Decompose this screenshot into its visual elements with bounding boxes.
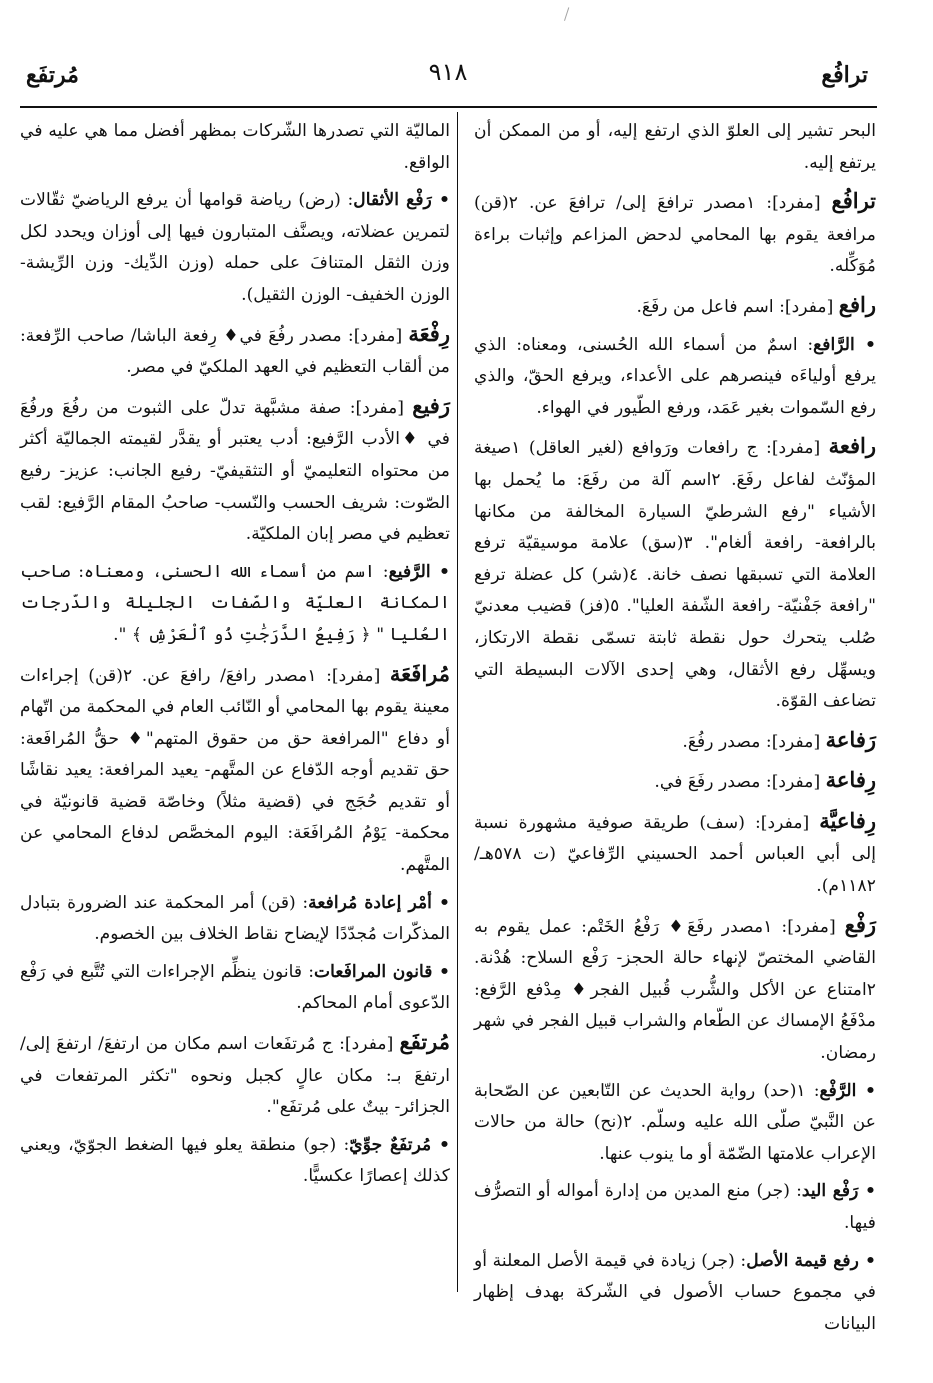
headword: مُرتفَع xyxy=(399,1029,450,1055)
definition-text: [مفرد]: ج رافعات ورَوافع (لغير العاقل) ١صيغة المؤنّث لفاعل رفَعَ. ٢اسم آلة من رفَعَ: ما يُحمل بها الأشياء "رفع الشرطيّ السيارة المخالفة من مكانها بالرافعة- رافعة ألغام". ٣(سق) علامة موسيقيّة ترفع العلامة التي تسبقها نصف خانة. ٤(شر) كل عضلة ترفع "رافعة جَفْنيّة- رافعة الشّفة العليا". ٥(فز) قضيب معدنيّ صُلب يتحرك حول نقطة ثابتة تسمّى نقطة الارتكاز، ويسهِّل رفع الأثقال، وهي إحدى الآلات البسيطة التي تضاعف القوّة. xyxy=(474,438,876,712)
definition-text: [مفرد]: صفة مشبَّهة تدلّ على الثبوت من رفُعَ ورفُعَ في ♦الأدب الرَّفيع: أدب يعتبر أو يقدَّر لقيمته الجماليّة أكثر من محتواه التعليميّ أو التثقيفيّ- رفيع الجانب: عزيز- رفيع الصّوت: شريف الحسب والنّسب- صاحبُ المقام الرَّفيع: لقب تعظيم في مصر إبان الملكيّة. xyxy=(20,397,450,545)
sub-entry xyxy=(20,1130,450,1193)
headword: رِفاعيَّة xyxy=(819,807,876,833)
page-number: ٩١٨ xyxy=(428,58,468,86)
body-text: الماليّة التي تصدرها الشّركات بمظهر أفضل مما هي عليه في الواقع. xyxy=(20,121,450,173)
dictionary-entry xyxy=(474,724,876,759)
sub-headword: • أمْر إعادة مُرافعة xyxy=(308,892,451,913)
definition-text: [مفرد]: ج مُرتفَعات اسم مكان من ارتفعَ/ ارتفعَ إلى/ ارتفعَ بـ: مكان عالٍ كجبل ونحوه "تكثر المرتفعات في الجزائر- بيتٌ على مُرتفَع". xyxy=(20,1034,450,1118)
sub-headword: • الرَّفيع xyxy=(388,561,451,582)
headword: ترافُع xyxy=(831,188,876,214)
definition-text: [مفرد]: ١مصدر رافعَ/ رافعَ عن. ٢(قن) إجراءات معينة يقوم بها المحامي أو النّائب العام في المحكمة من اتّهام أو دفاع "المرافعة حق من حقوق المتهم"♦ حقُّ المُرافَعة: حق تقديم أوجه الدّفاع عن المتَّهم- يعيد المرافعة: يعيد نقاشًا أو تقديم حُجَج في (قضية مثلاً) وخاصّة قضية قانونيّة في محكمة- يَوْمُ المُرافَعَة: اليوم المخصَّص لدفاع المحامي عن المتَّهم. xyxy=(20,665,450,876)
dictionary-entry xyxy=(20,318,450,384)
definition-text: [مفرد]: (سف) طريقة صوفية مشهورة نسبة إلى أبي العباس أحمد الحسيني الرِّفاعيّ (ت ٥٧٨هـ/ ١١٨٢م). xyxy=(474,812,876,897)
headword: مُرافَعَة xyxy=(389,660,450,686)
headword: رَفاعة xyxy=(825,726,876,752)
continued-text xyxy=(20,116,450,179)
dictionary-entry xyxy=(474,430,876,717)
definition-text: : (رض) رياضة قوامها أن يرفع الرياضيّ ثقّالات لتمرين عضلاته، ويصنَّف المتبارون فيها إلى أوزان ويحدد لكل وزن الثقل المتنافَ على حمله (وزن الدِّيك- وزن الرِّيشة- الوزن الخفيف- الوزن الثقيل). xyxy=(20,190,450,305)
body-text: البحر تشير إلى العلوّ الذي ارتفع إليه، أو من الممكن أن يرتفع إليه. xyxy=(474,121,876,173)
left-column xyxy=(20,116,450,1199)
definition-text: : اسمٌ من أسماء الله الحُسنى، ومعناه: الذي يرفع أولياءَه فينصرهم على الأعداء، ويرفع الحقّ، والذي رفع السّموات بغير عَمَد، ورفع الطّيور في الهواء. xyxy=(474,334,876,418)
column-divider xyxy=(457,112,458,1292)
definition-text: : (جر) منع المدين من إدارة أمواله أو التصرُّف فيها. xyxy=(474,1181,876,1233)
definition-text: [مفرد]: مصدر رفُعَ. xyxy=(682,731,826,752)
sub-headword: • قانون المرافَعات xyxy=(313,961,450,982)
sub-entry xyxy=(20,557,450,652)
page-header xyxy=(20,58,876,102)
definition-text: : اسم من أسماء الله الحسنى، ومعناه: صاحب المكانة العليّة والصّفات الجليلة والدّرجات العُليا " ﴿ رَفِيعُ الدَّرَجَٰتِ ذُو ٱلْعَرْشِ ﴾ ". xyxy=(20,561,450,645)
right-column xyxy=(474,116,876,1346)
sub-headword: • الرَّفْع xyxy=(819,1080,876,1101)
dictionary-entry xyxy=(474,289,876,324)
dictionary-entry xyxy=(20,658,450,882)
dictionary-entry xyxy=(474,764,876,799)
sub-entry xyxy=(474,1076,876,1171)
dictionary-entry xyxy=(474,909,876,1070)
definition-text: [مفرد]: ١مصدر رفَعَ♦ رَفْعُ الخَتْم: عمل يقوم به القاضي المختصّ لإنهاء حالة الحجز- رَفْع السلاح: هُدْنة. ٢امتناع عن الأكل والشُّرب قُبيل الفجر♦ مِدْفع الرَّفع: مدْفَعُ الإمساك عن الطّعام والشراب قبيل الفجر في شهر رمضان. xyxy=(474,916,876,1064)
header-rule xyxy=(20,106,877,108)
sub-entry xyxy=(474,1246,876,1341)
headword: رَفْع xyxy=(844,911,876,937)
sub-entry xyxy=(474,1176,876,1239)
sub-headword: • رَفْع اليد xyxy=(801,1181,876,1202)
definition-text: [مفرد]: اسم فاعل من رفَعَ. xyxy=(636,296,839,317)
sub-entry xyxy=(474,330,876,425)
dictionary-entry xyxy=(20,390,450,551)
continued-text xyxy=(474,116,876,179)
dictionary-entry xyxy=(474,805,876,903)
definition-text: : قانون ينظِّم الإجراءات التي تُتَّبع في رَفْع الدّعوى أمام المحاكم. xyxy=(20,961,450,1014)
headword: رافع xyxy=(838,291,876,317)
header-guide-word-left: مُرتفَع xyxy=(26,62,79,88)
definition-text: [مفرد]: مصدر رفُعَ في♦ رِفعة الباشا/ صاحب الرِّفعة: من ألقاب التعظيم في العهد الملكيّ في مصر. xyxy=(20,325,450,378)
headword: رِفْعَة xyxy=(408,320,450,346)
definition-text: : (قن) أمر المحكمة عند الضرورة بتبادل المذكّرات مُجدّدًا لإيضاح نقاط الخلاف بين الخصوم. xyxy=(20,892,450,945)
definition-text: : (جو) منطقة يعلو فيها الضغط الجوّيّ، ويعني كذلك إعصارًا عكسيًّا. xyxy=(20,1134,450,1187)
definition-text: [مفرد]: ١مصدر ترافعَ إلى/ ترافعَ عن. ٢(قن) مرافعة يقوم بها المحامي لدحض المزاعم وإثبات براءة مُوَكِّله. xyxy=(474,193,876,277)
sub-headword: • الرَّافع xyxy=(813,334,876,355)
headword: رَفيع xyxy=(412,392,450,418)
definition-text: : (جر) زيادة في قيمة الأصل المعلنة أو في مجموع حساب الأصول في الشّركة بهدف إظهار البيانات xyxy=(474,1250,876,1334)
headword: رِفاعة xyxy=(825,767,876,793)
headword: رافعة xyxy=(828,433,876,459)
scan-speck xyxy=(564,7,575,22)
sub-entry xyxy=(20,957,450,1020)
sub-entry xyxy=(20,888,450,951)
dictionary-entry xyxy=(474,185,876,283)
definition-text: [مفرد]: مصدر رفَعَ في. xyxy=(654,772,826,793)
definition-text: : ١(حد) رواية الحديث عن التّابعين عن الصّحابة عن النَّبيّ صلّى الله عليه وسلّم. ٢(نح) حالة من حالات الإعراب علامتها الضّمّة أو ما ينوب عنها. xyxy=(474,1080,876,1164)
header-guide-word-right: ترافُع xyxy=(821,62,868,88)
sub-entry xyxy=(20,185,450,311)
sub-headword: • رَفْع الأثقال xyxy=(353,190,450,211)
dictionary-entry xyxy=(20,1026,450,1124)
sub-headword: • مُرتفَعٌ جوِّيّ xyxy=(349,1134,450,1155)
sub-headword: • رفع قيمة الأصل xyxy=(746,1250,877,1271)
